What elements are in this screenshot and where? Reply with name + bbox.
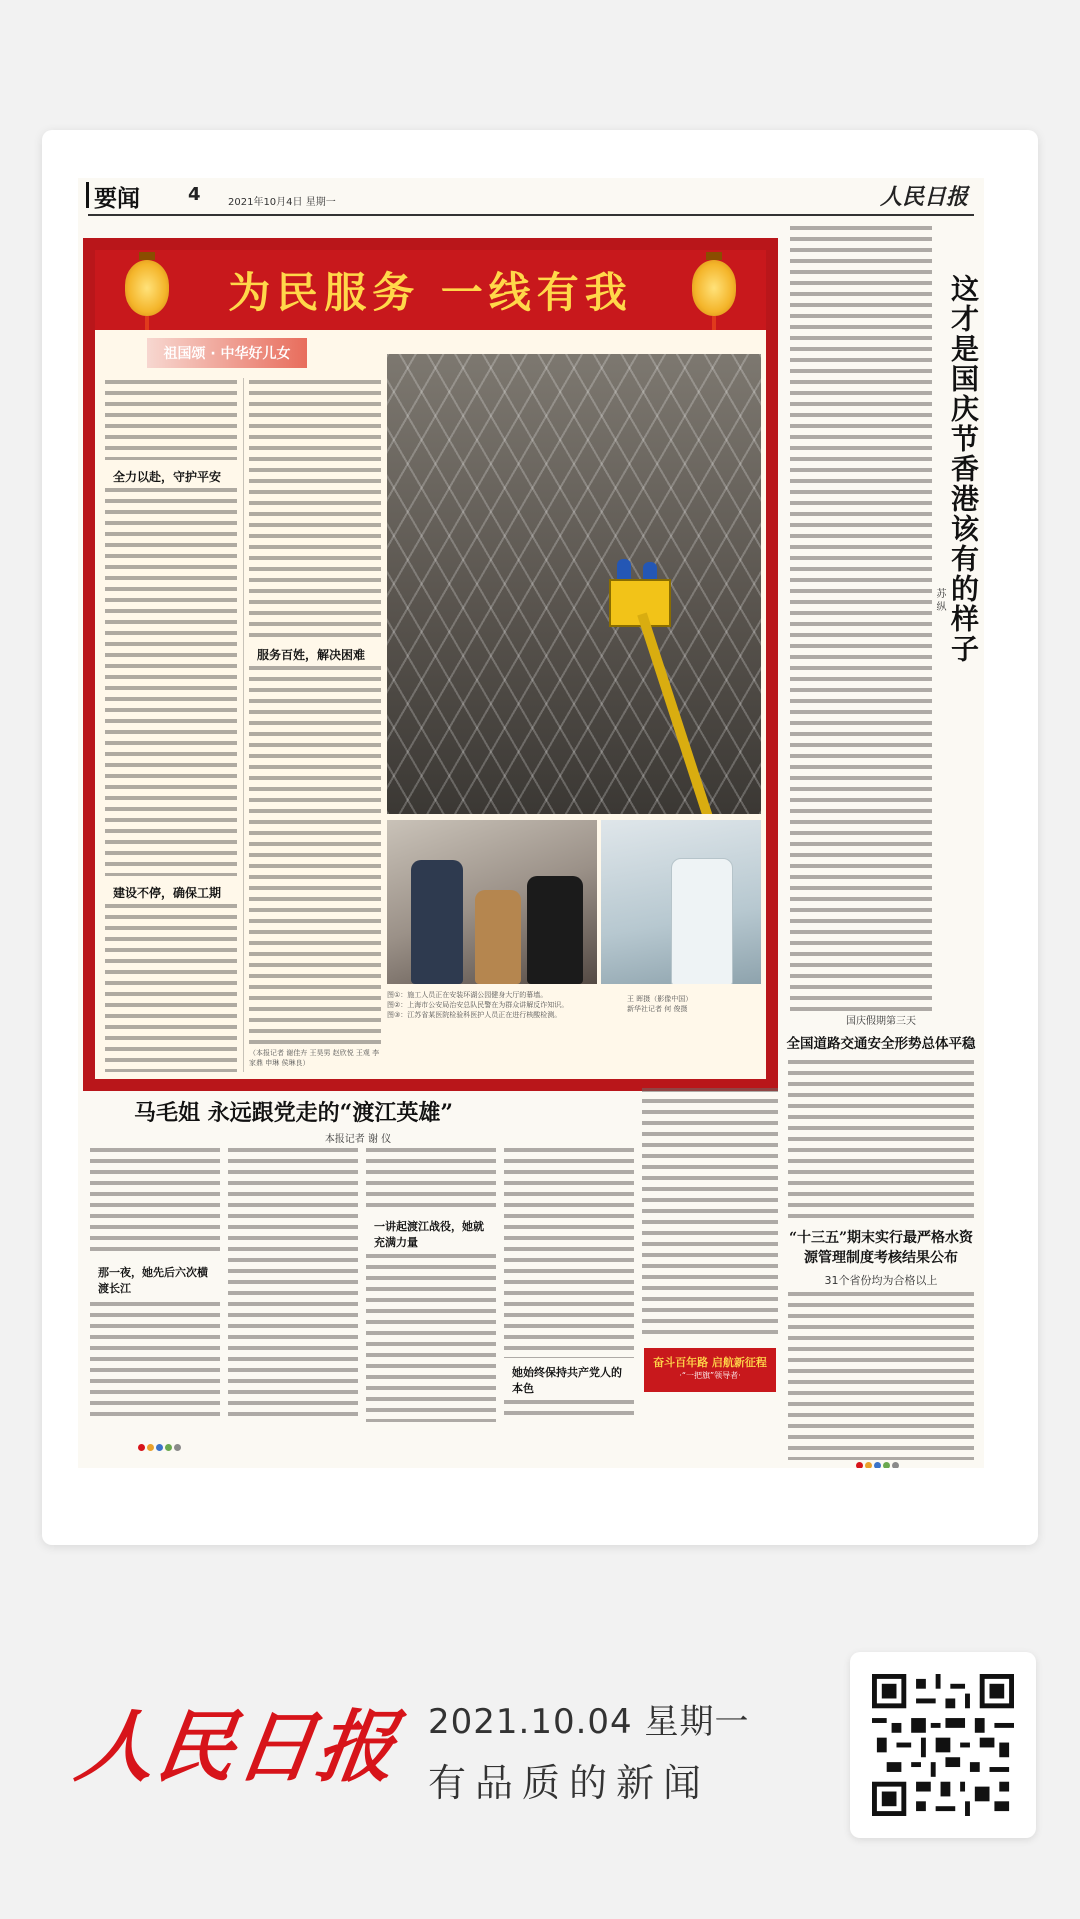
story-text — [228, 1148, 358, 1422]
byline: （本报记者 谢佳卉 王昊男 赵欣悦 王观 李家鼎 申琳 侯琳良） — [249, 1049, 380, 1067]
news-body — [788, 1292, 974, 1460]
feature-frame — [83, 238, 778, 1091]
subhead: 服务百姓，解决困难 — [257, 648, 366, 662]
lantern-icon — [692, 260, 736, 316]
commentary-author: 苏 纵 — [934, 588, 945, 612]
worker-figure — [617, 559, 631, 581]
story-subhead: 她始终保持共产党人的本色 — [512, 1366, 622, 1395]
lantern-icon — [125, 260, 169, 316]
photo-medical[interactable] — [601, 820, 761, 984]
person-figure — [475, 890, 521, 984]
story-text — [366, 1148, 496, 1208]
photo-credit: 王 晖摄（影像中国） 新华社记者 何 俊摄 — [627, 995, 693, 1013]
story-subhead: 一讲起渡江战役，她就充满力量 — [374, 1220, 484, 1249]
caption: 图②：上海市公安局治安总队民警在为群众讲解反诈知识。 — [387, 1001, 569, 1009]
newspaper-page[interactable] — [78, 178, 984, 1468]
photo-construction[interactable] — [387, 354, 761, 814]
story-text — [504, 1400, 634, 1422]
body-text — [249, 380, 381, 638]
column-tag: 祖国颂 · 中华好儿女 — [147, 338, 307, 368]
story-text — [90, 1148, 220, 1258]
feature-content — [95, 250, 766, 1079]
body-text — [249, 666, 381, 1044]
footer-date: 2021.10.04 星期一 — [428, 1702, 750, 1742]
commentary-text — [790, 226, 932, 1012]
caption: 图①：施工人员正在安装环湖公园健身大厅的幕墙。 — [387, 991, 548, 999]
footer-slogan: 有品质的新闻 — [428, 1761, 711, 1805]
subhead: 建设不停，确保工期 — [113, 886, 222, 900]
story-subhead: 那一夜，她先后六次横渡长江 — [98, 1266, 208, 1295]
qr-code-icon[interactable] — [872, 1674, 1014, 1816]
section-title: 要闻 — [94, 180, 140, 213]
body-text — [105, 488, 237, 876]
page-number: 4 — [188, 184, 201, 205]
story-text — [504, 1148, 634, 1358]
police-figure — [411, 860, 463, 984]
photo-police[interactable] — [387, 820, 597, 984]
news-title[interactable]: 全国道路交通安全形势总体平稳 — [786, 1036, 976, 1052]
masthead — [88, 178, 974, 216]
news-subtitle: 31个省份均为合格以上 — [824, 1274, 938, 1287]
caption: 图③：江苏省某医院检验科医护人员正在进行核酸检测。 — [387, 1011, 562, 1019]
page-dots — [138, 1436, 183, 1455]
page-dots — [856, 1454, 901, 1468]
qr-card[interactable] — [850, 1652, 1036, 1838]
feature-title: 为民服务 一线有我 — [228, 268, 633, 317]
news-kicker: 国庆假期第三天 — [846, 1016, 916, 1027]
footer-logo: 人民日报 — [70, 1702, 404, 1793]
story-text — [366, 1254, 496, 1422]
story-title[interactable]: 马毛姐 永远跟党走的“渡江英雄” — [134, 1100, 453, 1126]
feature-banner — [95, 250, 766, 330]
story-byline: 本报记者 谢 仪 — [324, 1134, 392, 1145]
masthead-logo: 人民日报 — [879, 184, 968, 210]
feature-box-sub: ·“一把旗”领导者· — [679, 1371, 741, 1380]
feature-box-title: 奋斗百年路 启航新征程 — [653, 1356, 767, 1369]
lift-arm — [637, 612, 718, 814]
doctor-figure — [671, 858, 733, 984]
subhead: 全力以赴，守护平安 — [113, 470, 222, 484]
body-text — [105, 904, 237, 1072]
story-text — [90, 1302, 220, 1422]
story-text — [642, 1088, 778, 1338]
feature-box[interactable] — [644, 1348, 776, 1392]
body-text — [105, 380, 237, 460]
news-title[interactable]: “十三五”期末实行最严格水资源管理制度考核结果公布 — [788, 1230, 974, 1266]
news-body — [788, 1060, 974, 1220]
person-figure — [527, 876, 583, 984]
commentary-title: 这才是国庆节香港该有的样子 — [947, 274, 980, 664]
issue-date: 2021年10月4日 星期一 — [228, 197, 336, 208]
